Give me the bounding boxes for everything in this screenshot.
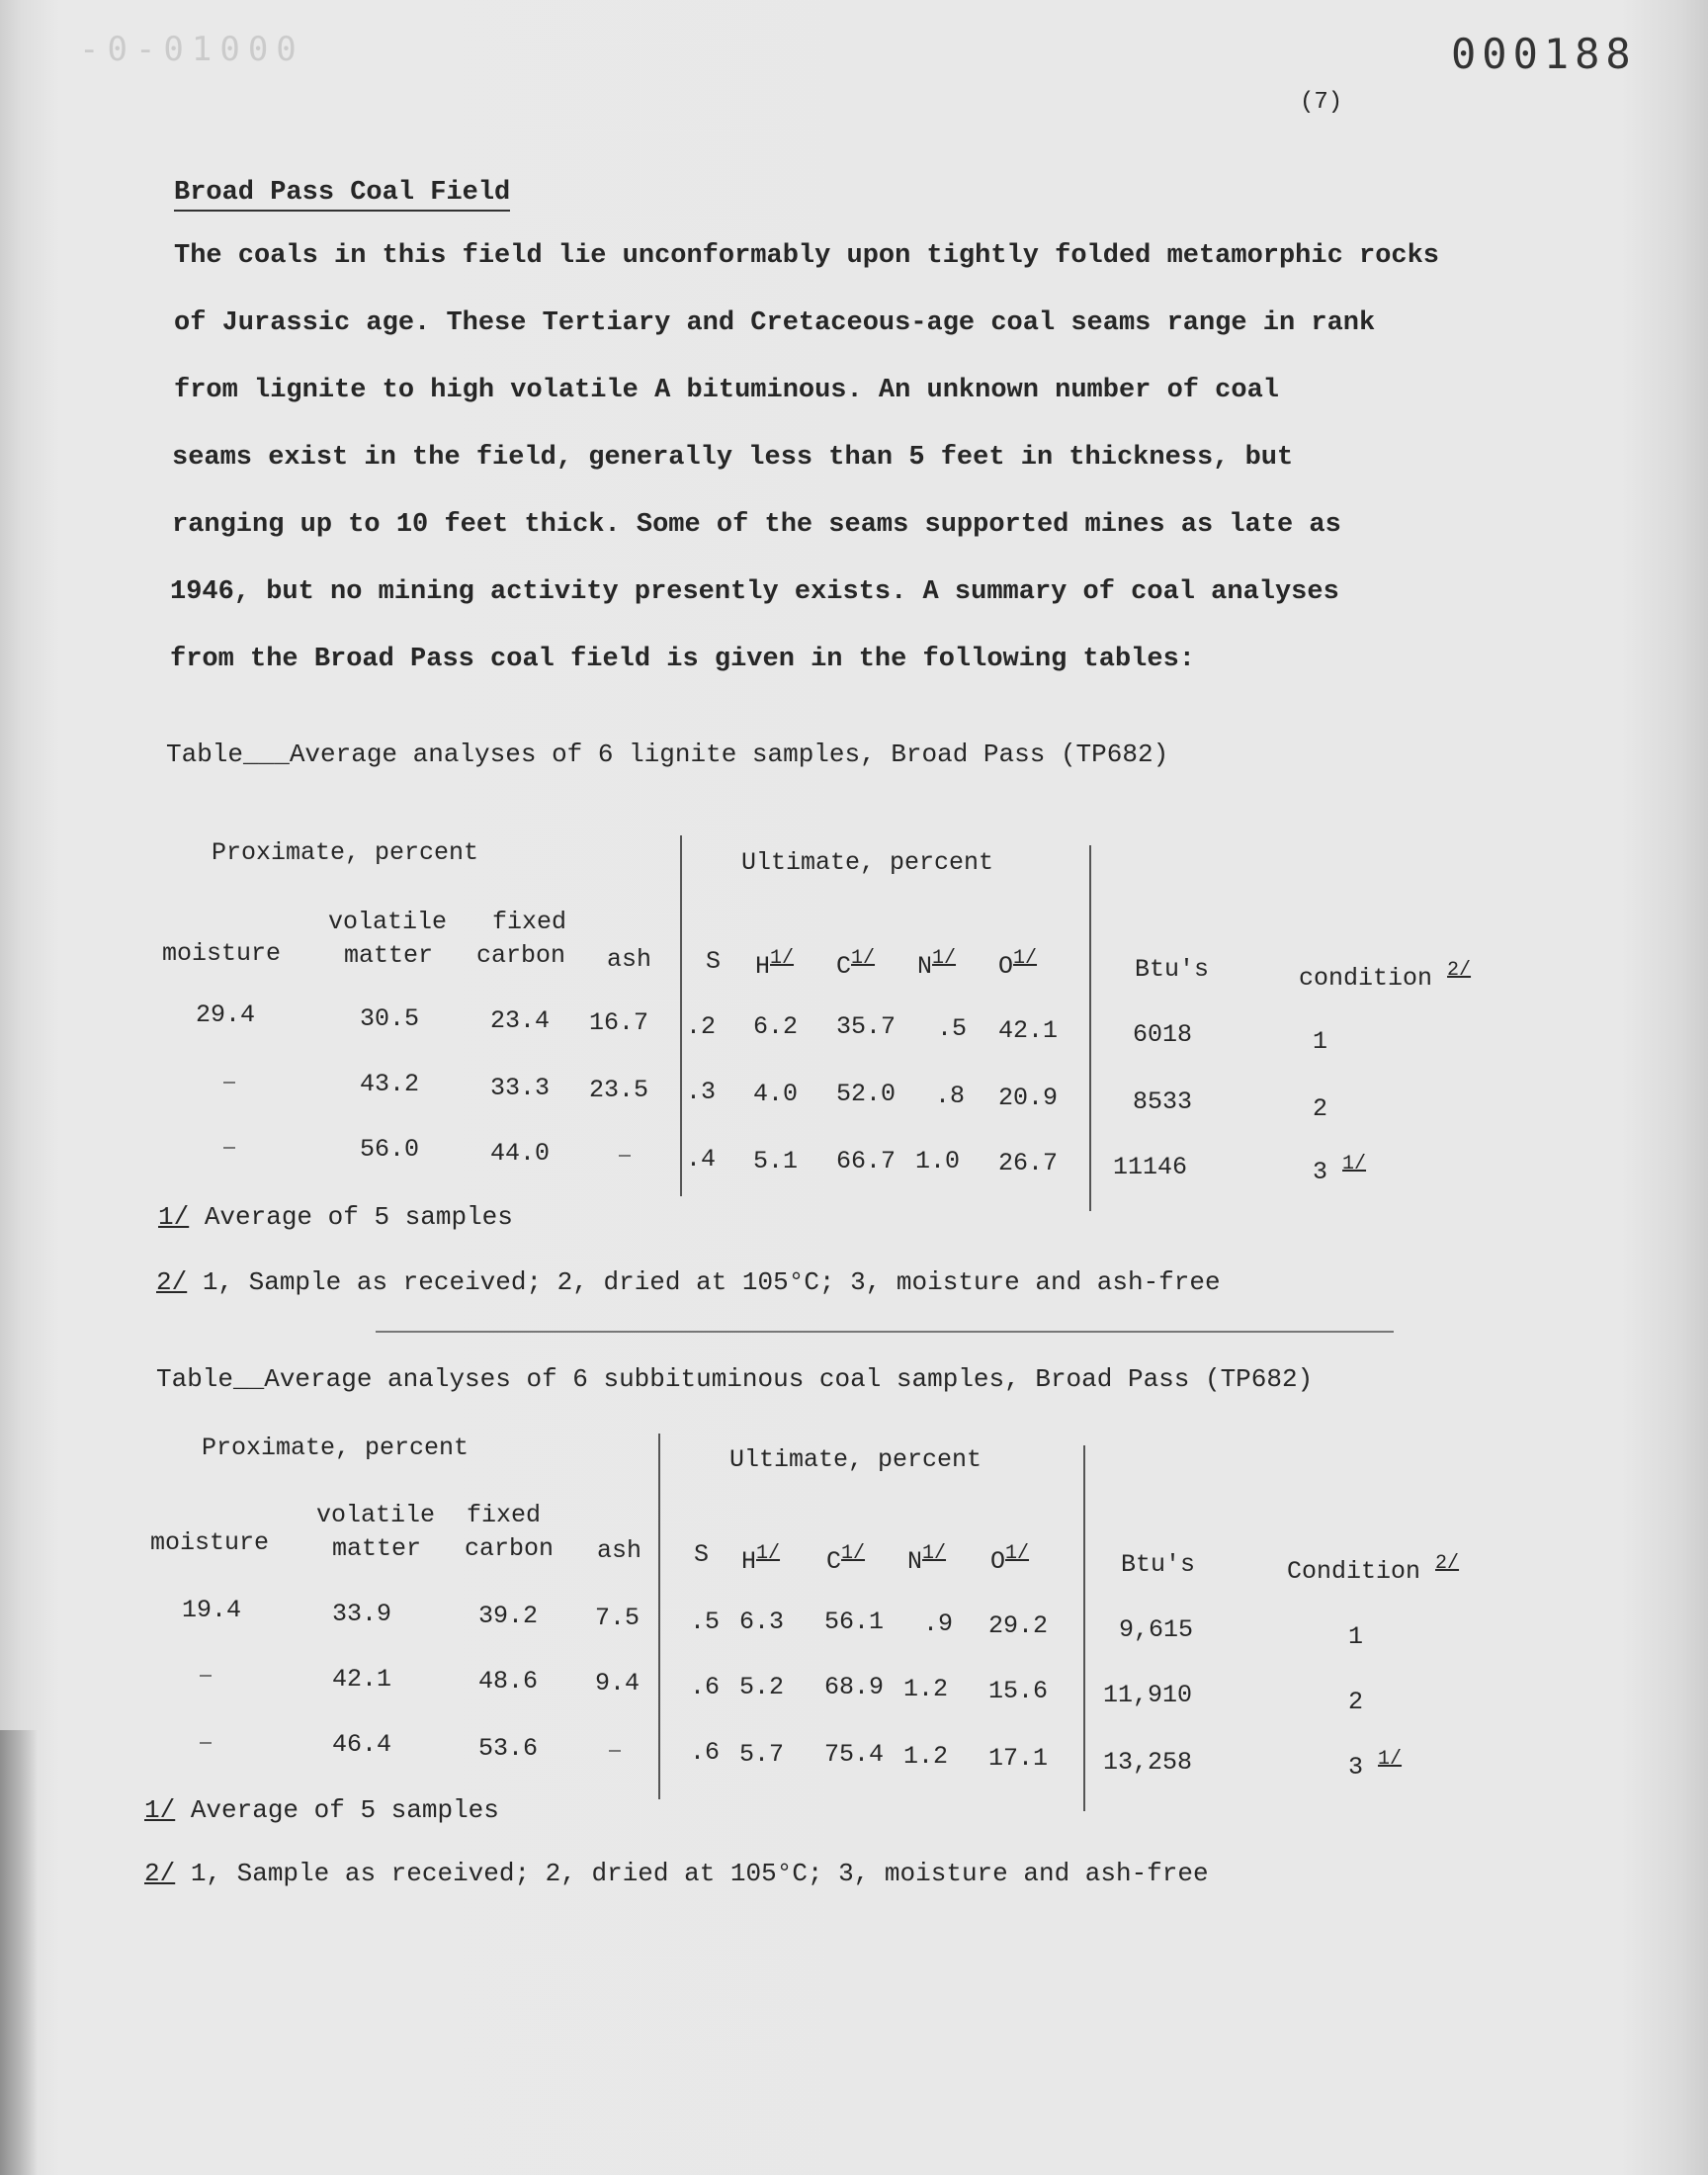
cell-moisture: 19.4 <box>182 1596 242 1624</box>
column-header-s: S <box>694 1540 710 1569</box>
table-divider <box>658 1434 660 1799</box>
group-header-ultimate: Ultimate, percent <box>741 848 994 877</box>
cell-c: 66.7 <box>836 1147 897 1175</box>
cell-s: .2 <box>686 1012 717 1041</box>
column-header-btu: Btu's <box>1121 1550 1196 1579</box>
column-header-fixed: fixed <box>492 908 567 936</box>
cell-h: 5.2 <box>739 1673 785 1701</box>
column-header-carbon: carbon <box>465 1534 555 1563</box>
cell-s: .4 <box>686 1145 717 1174</box>
scan-edge-shadow <box>0 1730 38 2175</box>
cell-ash: 23.5 <box>589 1076 649 1104</box>
cell-condition: 1 <box>1313 1027 1328 1056</box>
table-divider <box>680 835 682 1196</box>
cell-volatile: 33.9 <box>332 1600 392 1628</box>
cell-volatile: 46.4 <box>332 1730 392 1759</box>
table-divider <box>1083 1445 1085 1811</box>
table-footnote: 1/ Average of 5 samples <box>158 1202 513 1232</box>
cell-o: 17.1 <box>988 1744 1049 1773</box>
cell-volatile: 42.1 <box>332 1665 392 1694</box>
group-header-ultimate: Ultimate, percent <box>729 1445 982 1474</box>
cell-condition: 3 $^{1/}$ <box>1313 1153 1367 1186</box>
column-header-n: $N^{1/}$ <box>907 1542 947 1576</box>
cell-moisture: 29.4 <box>196 1000 256 1029</box>
cell-ash: 16.7 <box>589 1008 649 1037</box>
cell-ash: 9.4 <box>595 1669 640 1697</box>
table-separator <box>376 1331 1394 1333</box>
cell-o: 15.6 <box>988 1677 1049 1705</box>
cell-btu: 11,910 <box>1103 1681 1193 1709</box>
cell-moisture-dash <box>200 1675 212 1677</box>
page-number: (7) <box>1300 89 1343 116</box>
cell-condition: 1 <box>1348 1622 1364 1651</box>
cell-volatile: 30.5 <box>360 1004 420 1033</box>
cell-fixed: 53.6 <box>478 1734 539 1763</box>
faint-stamp: -0-01000 <box>79 30 304 69</box>
cell-n: .5 <box>937 1014 968 1043</box>
table-divider <box>1089 845 1091 1211</box>
cell-n: .8 <box>935 1082 966 1110</box>
paragraph-line: of Jurassic age. These Tertiary and Cretaceous-age coal seams range in rank <box>174 308 1376 338</box>
cell-o: 29.2 <box>988 1611 1049 1640</box>
cell-condition: 2 <box>1348 1688 1364 1716</box>
column-header-matter: matter <box>332 1534 422 1563</box>
cell-c: 68.9 <box>824 1673 885 1701</box>
cell-fixed: 23.4 <box>490 1006 551 1035</box>
column-header-h: $H^{1/}$ <box>741 1542 781 1576</box>
cell-btu: 8533 <box>1133 1088 1193 1116</box>
cell-btu: 13,258 <box>1103 1748 1193 1777</box>
cell-c: 35.7 <box>836 1012 897 1041</box>
cell-condition: 2 <box>1313 1094 1328 1123</box>
column-header-moisture: moisture <box>150 1528 270 1557</box>
paragraph-line: ranging up to 10 feet thick. Some of the seams supported mines as late as <box>172 510 1341 540</box>
cell-ash-dash <box>619 1155 631 1157</box>
column-header-o: $O^{1/}$ <box>998 947 1038 981</box>
table-footnote: 2/ 1, Sample as received; 2, dried at 105°C; 3, moisture and ash-free <box>144 1859 1209 1888</box>
column-header-s: S <box>706 947 722 976</box>
cell-h: 4.0 <box>753 1080 799 1108</box>
cell-n: 1.2 <box>903 1675 949 1703</box>
column-header-volatile: volatile <box>316 1501 436 1529</box>
column-header-c: $C^{1/}$ <box>836 947 876 981</box>
cell-s: .5 <box>690 1608 721 1636</box>
cell-n: 1.0 <box>915 1147 961 1175</box>
cell-fixed: 39.2 <box>478 1602 539 1630</box>
cell-h: 6.2 <box>753 1012 799 1041</box>
column-header-ash: ash <box>607 945 652 974</box>
cell-n: 1.2 <box>903 1742 949 1771</box>
group-header-proximate: Proximate, percent <box>202 1434 470 1462</box>
paragraph-line: 1946, but no mining activity presently exists. A summary of coal analyses <box>170 577 1339 607</box>
paragraph-line: The coals in this field lie unconformably upon tightly folded metamorphic rocks <box>174 241 1440 271</box>
column-header-h: $H^{1/}$ <box>755 947 795 981</box>
cell-h: 6.3 <box>739 1608 785 1636</box>
column-header-condition: condition $^{2/}$ <box>1299 959 1472 993</box>
document-number: 000188 <box>1451 30 1637 78</box>
cell-o: 26.7 <box>998 1149 1059 1177</box>
column-header-btu: Btu's <box>1135 955 1210 984</box>
cell-s: .6 <box>690 1738 721 1767</box>
cell-btu: 6018 <box>1133 1020 1193 1049</box>
cell-fixed: 48.6 <box>478 1667 539 1696</box>
column-header-fixed: fixed <box>467 1501 542 1529</box>
cell-moisture-dash <box>200 1742 212 1744</box>
column-header-matter: matter <box>344 941 434 970</box>
cell-fixed: 44.0 <box>490 1139 551 1168</box>
cell-s: .6 <box>690 1673 721 1701</box>
cell-moisture-dash <box>223 1147 235 1149</box>
cell-c: 75.4 <box>824 1740 885 1769</box>
group-header-proximate: Proximate, percent <box>212 838 479 867</box>
cell-s: .3 <box>686 1078 717 1106</box>
cell-c: 52.0 <box>836 1080 897 1108</box>
column-header-ash: ash <box>597 1536 642 1565</box>
cell-volatile: 56.0 <box>360 1135 420 1164</box>
cell-n: .9 <box>923 1610 954 1638</box>
cell-btu: 11146 <box>1113 1153 1188 1181</box>
cell-h: 5.7 <box>739 1740 785 1769</box>
column-header-volatile: volatile <box>328 908 448 936</box>
column-header-n: $N^{1/}$ <box>917 947 957 981</box>
table-caption: Table__Average analyses of 6 subbituminous coal samples, Broad Pass (TP682) <box>156 1364 1314 1394</box>
cell-o: 20.9 <box>998 1084 1059 1112</box>
cell-h: 5.1 <box>753 1147 799 1175</box>
paragraph-line: from the Broad Pass coal field is given in the following tables: <box>170 645 1195 674</box>
paragraph-line: seams exist in the field, generally less than 5 feet in thickness, but <box>172 443 1294 473</box>
cell-o: 42.1 <box>998 1016 1059 1045</box>
column-header-carbon: carbon <box>476 941 566 970</box>
section-title: Broad Pass Coal Field <box>174 178 510 212</box>
cell-volatile: 43.2 <box>360 1070 420 1098</box>
cell-ash-dash <box>609 1750 621 1752</box>
cell-c: 56.1 <box>824 1608 885 1636</box>
column-header-o: $O^{1/}$ <box>990 1542 1030 1576</box>
table-footnote: 1/ Average of 5 samples <box>144 1795 499 1825</box>
table-caption: Table___Average analyses of 6 lignite samples, Broad Pass (TP682) <box>166 740 1169 769</box>
cell-moisture-dash <box>223 1082 235 1084</box>
cell-condition: 3 $^{1/}$ <box>1348 1748 1403 1782</box>
cell-btu: 9,615 <box>1119 1615 1194 1644</box>
column-header-moisture: moisture <box>162 939 282 968</box>
cell-ash: 7.5 <box>595 1604 640 1632</box>
table-footnote: 2/ 1, Sample as received; 2, dried at 105°C; 3, moisture and ash-free <box>156 1267 1221 1297</box>
cell-fixed: 33.3 <box>490 1074 551 1102</box>
column-header-c: $C^{1/}$ <box>826 1542 866 1576</box>
paragraph-line: from lignite to high volatile A bituminous. An unknown number of coal <box>174 376 1279 405</box>
column-header-condition: Condition $^{2/}$ <box>1287 1552 1460 1586</box>
